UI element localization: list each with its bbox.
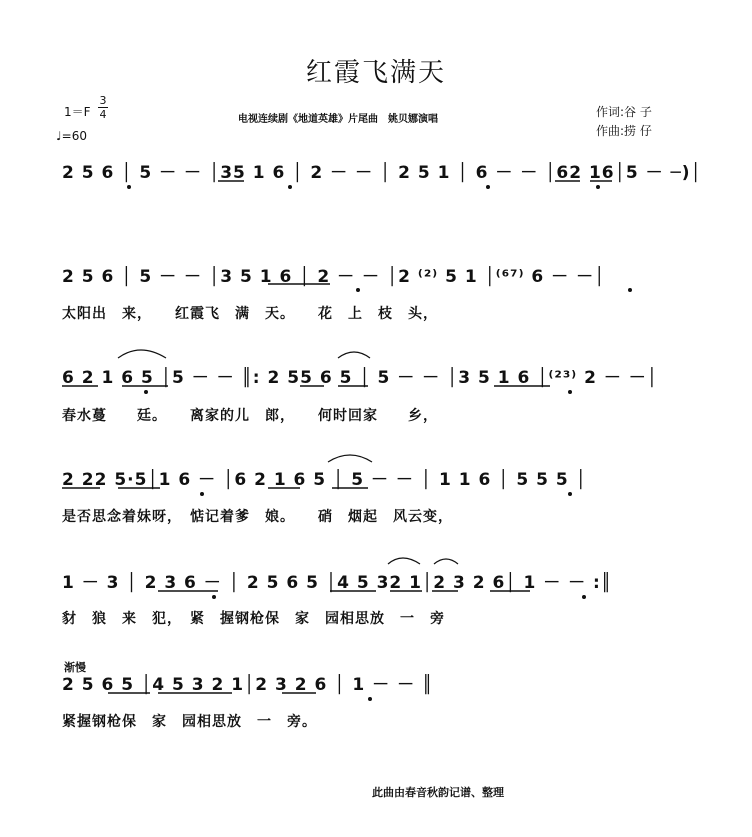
lyricist-credit: 作词:谷 子 [596,105,652,119]
footer-credit: 此曲由春音秋韵记谱、整理 [372,786,504,799]
lyric-line-2: 太阳出 来， 红霞飞 满 天。 花 上 枝 头， [62,306,438,322]
ritardando-marking: 渐慢 [64,661,86,674]
key-signature: 1＝F [64,105,91,119]
slur-arcs [118,350,458,564]
time-signature-top: 3 [99,94,107,107]
notation-line-5: 1 － 3 │ 2 3 6 － │ 2 5 6 5 │4 5 32 1│2 3 2 6│ 1 － － :║ [62,573,613,593]
notation-line-6: 2 5 6 5 │4 5 3 2 1│2 3 2 6 │ 1 － － ║ [62,675,434,695]
song-title: 红霞飞满天 [305,58,446,88]
lyric-line-6: 紧握钢枪保 家 园相思放 一 旁。 [62,714,317,730]
time-signature-bottom: 4 [99,108,107,121]
notation-line-4: 2 22 5·5│1 6 － │6 2 1 6 5 │ 5 － － │ 1 1 6 │ 5 5 5 │ [62,470,587,490]
beam-lines [62,181,612,693]
tempo-marking: ♩=60 [56,129,87,143]
notation-line-1: 2 5 6 │ 5 － － │35 1 6 │ 2 － － │ 2 5 1 │ 6 － － │62 16│5 － ─)│ [62,163,702,183]
lyric-line-5: 豺 狼 来 犯， 紧 握钢枪保 家 园相思放 一 旁 [62,611,445,627]
notation-line-2: 2 5 6 │ 5 － － │3 5 1 6 │ 2 － － │2 ⁽²⁾ 5 1 │⁽⁶⁷⁾ 6 － －│ [62,267,606,287]
subtitle: 电视连续剧《地道英雄》片尾曲 姚贝娜演唱 [238,114,438,125]
octave-dots [127,185,632,701]
lyric-line-4: 是否思念着妹呀， 惦记着爹 娘。 硝 烟起 风云变， [62,509,453,525]
composer-credit: 作曲:捞 仔 [596,124,652,138]
notation-line-3: 6 2 1 6 5 │5 － － ║: 2 55 6 5 │ 5 － － │3 5 1 6 │⁽²³⁾ 2 － －│ [62,368,659,388]
lyric-line-3: 春水蔓 廷。 离家的儿 郎， 何时回家 乡， [62,408,438,424]
